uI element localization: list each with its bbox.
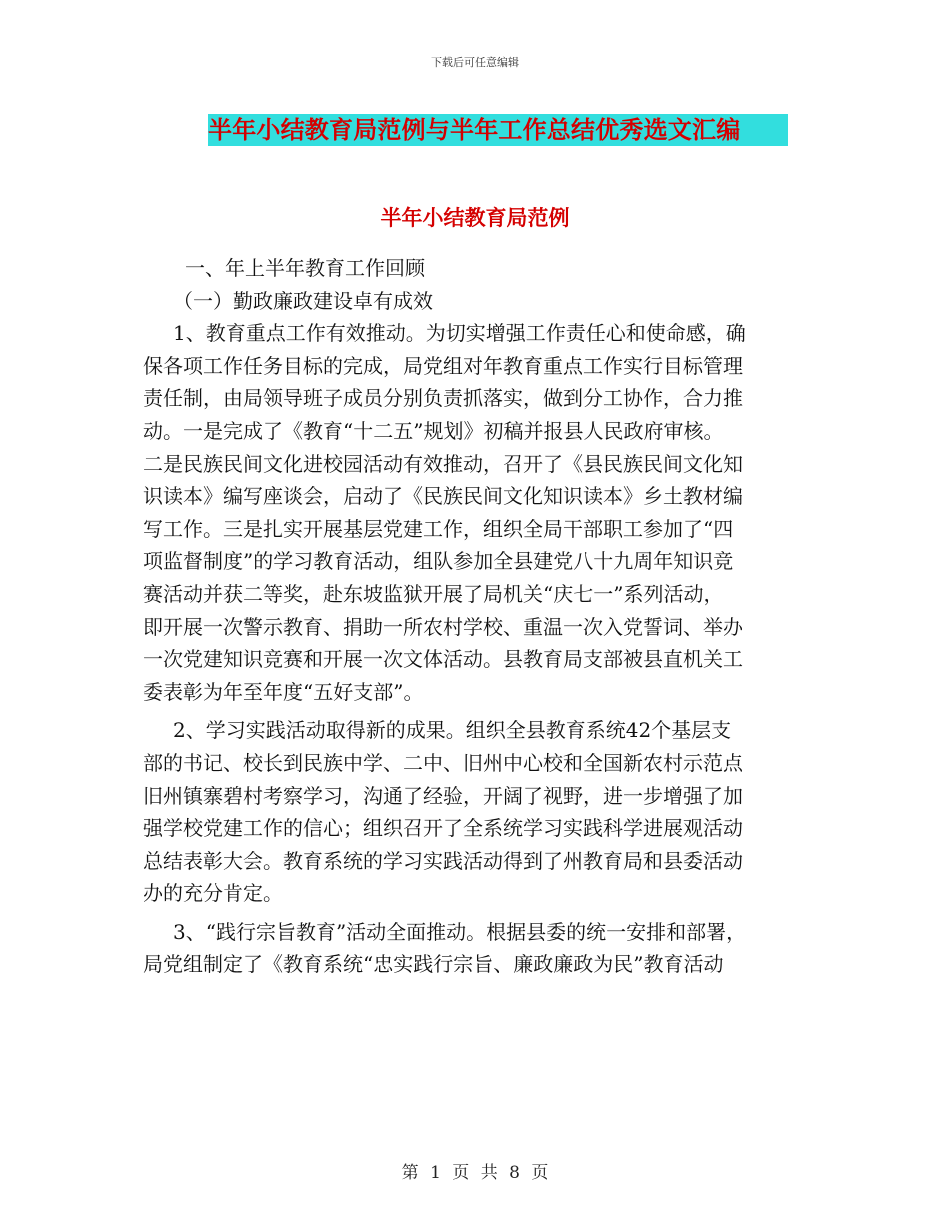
paragraph-3 bbox=[143, 916, 813, 981]
paragraph-line: 部的书记、校长到民族中学、二中、旧州中心校和全国新农村示范点 bbox=[143, 750, 743, 775]
page-footer: 第 1 页 共 8 页 bbox=[401, 1163, 549, 1183]
paragraph-line: 责任制，由局领导班子成员分别负责抓落实，做到分工协作，合力推 bbox=[143, 386, 743, 411]
paragraph-2 bbox=[143, 714, 813, 910]
paragraph-line: 总结表彰大会。教育系统的学习实践活动得到了州教育局和县委活动 bbox=[143, 848, 743, 873]
paragraph-line: 强学校党建工作的信心；组织召开了全系统学习实践科学进展观活动 bbox=[143, 816, 743, 841]
paragraph-line: 1、教育重点工作有效推动。为切实增强工作责任心和使命感，确 bbox=[173, 321, 746, 346]
document-body bbox=[143, 252, 813, 981]
paragraph-line: 写工作。三是扎实开展基层党建工作，组织全局干部职工参加了“四 bbox=[143, 516, 734, 541]
paragraph-line: 办的充分肯定。 bbox=[143, 881, 283, 906]
paragraph-line: 赛活动并获二等奖，赴东坡监狱开展了局机关“庆七一”系列活动， bbox=[143, 581, 724, 606]
paragraph-line: 即开展一次警示教育、捐助一所农村学校、重温一次入党誓词、举办 bbox=[143, 614, 743, 639]
paragraph-line: 旧州镇寨碧村考察学习，沟通了经验，开阔了视野，进一步增强了加 bbox=[143, 783, 743, 808]
paragraph-line: 委表彰为年至年度“五好支部”。 bbox=[143, 679, 424, 704]
paragraph-line: 识读本》编写座谈会，启动了《民族民间文化知识读本》乡土教材编 bbox=[143, 484, 743, 509]
paragraph-line: 一次党建知识竞赛和开展一次文体活动。县教育局支部被县直机关工 bbox=[143, 647, 743, 672]
header-note: 下载后可任意编辑 bbox=[431, 56, 519, 69]
paragraph-line: 保各项工作任务目标的完成，局党组对年教育重点工作实行目标管理 bbox=[143, 353, 743, 378]
heading-level2: （一）勤政廉政建设卓有成效 bbox=[173, 288, 433, 313]
paragraph-line: 项监督制度”的学习教育活动，组队参加全县建党八十九周年知识竞 bbox=[143, 549, 734, 574]
paragraph-line: 二是民族民间文化进校园活动有效推动，召开了《县民族民间文化知 bbox=[143, 451, 743, 476]
paragraph-line: 动。一是完成了《教育“十二五”规划》初稿并报县人民政府审核。 bbox=[143, 418, 724, 443]
heading-level1: 一、年上半年教育工作回顾 bbox=[185, 256, 425, 280]
section-title: 半年小结教育局范例 bbox=[380, 206, 570, 230]
paragraph-line: 2、学习实践活动取得新的成果。组织全县教育系统42个基层支 bbox=[173, 718, 732, 743]
paragraph-line: 局党组制定了《教育系统“忠实践行宗旨、廉政廉政为民”教育活动 bbox=[143, 952, 724, 977]
paragraph-1 bbox=[143, 317, 813, 708]
document-title: 半年小结教育局范例与半年工作总结优秀选文汇编 bbox=[208, 114, 788, 146]
paragraph-line: 3、“践行宗旨教育”活动全面推动。根据县委的统一安排和部署， bbox=[173, 919, 747, 944]
